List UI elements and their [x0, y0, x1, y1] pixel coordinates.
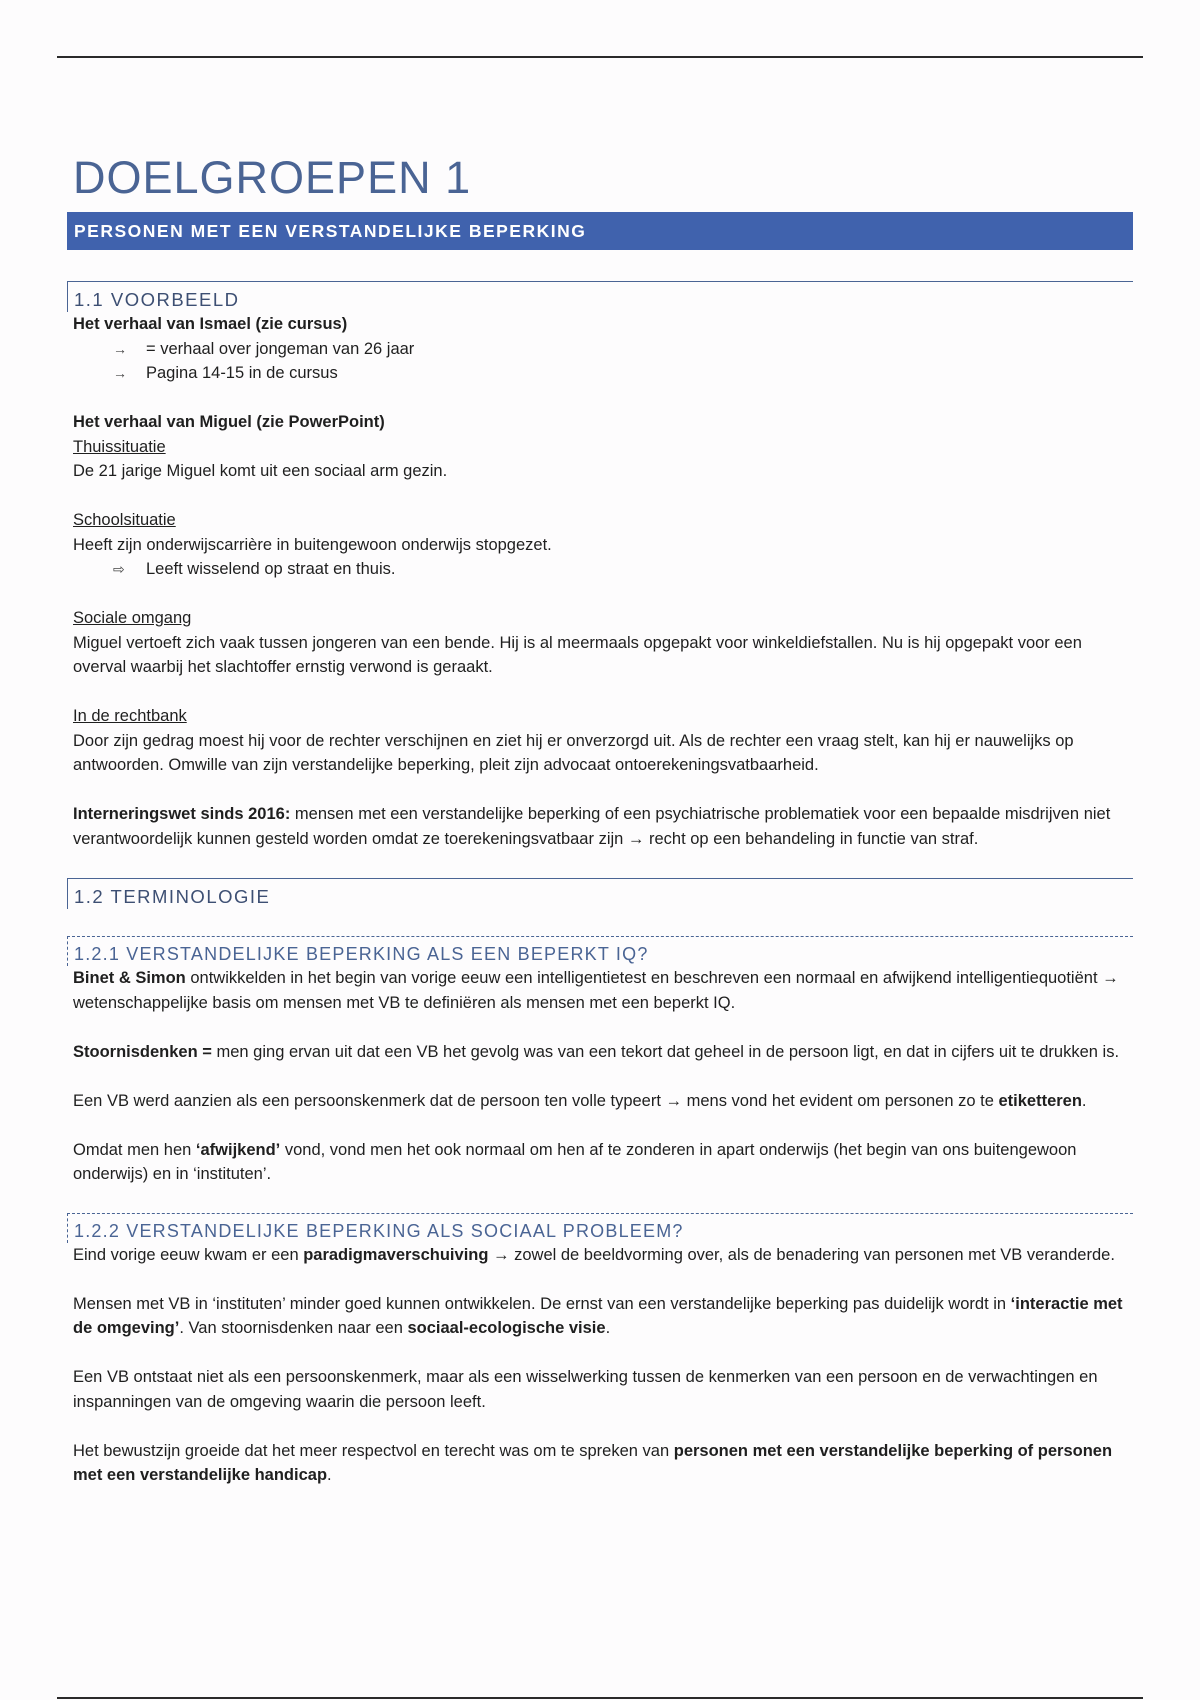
list-item: ⇨ Leeft wisselend op straat en thuis. [73, 557, 1133, 582]
ismael-title: Het verhaal van Ismael (zie cursus) [73, 315, 348, 333]
rechtbank-text: Door zijn gedrag moest hij voor de rechter verschijnen en ziet hij er onverzorgd uit. Als de rechter een vraag stelt, kan hij er nauwelijks op antwoorden. Omwille van zijn verstandelijke beperking, pleit zijn advocaat ontoerekeningsvatbaarheid. [73, 731, 1074, 774]
sociaal-text: Miguel vertoeft zich vaak tussen jongeren van een bende. Hij is al meermaals opgepakt voor winkeldiefstallen. Nu is hij opgepakt voor een overval waarbij het slachtoffer ernstig verwond is geraakt. [73, 633, 1082, 676]
school-label: Schoolsituatie [73, 511, 176, 529]
paragraph: Eind vorige eeuw kwam er een paradigmaverschuiving → zowel de beeldvorming over, als de benadering van personen met VB veranderde. [73, 1245, 1115, 1264]
top-rule [57, 56, 1143, 58]
miguel-title: Het verhaal van Miguel (zie PowerPoint) [73, 413, 385, 431]
sociaal-label: Sociale omgang [73, 609, 192, 627]
bottom-rule [57, 1697, 1143, 1699]
subsection-sociaal-probleem [67, 1243, 1133, 1488]
section-heading-voorbeeld: 1.1 VOORBEELD [67, 281, 1133, 312]
rechtbank-label: In de rechtbank [73, 707, 187, 725]
paragraph: Stoornisdenken = men ging ervan uit dat een VB het gevolg was van een tekort dat geheel in de persoon ligt, en dat in cijfers uit te drukken is. [73, 1042, 1120, 1061]
hollow-arrow-bullet-icon: ⇨ [113, 561, 125, 577]
thuis-label: Thuissituatie [73, 437, 166, 456]
paragraph: Omdat men hen ‘afwijkend’ vond, vond men het ook normaal om hen af te zonderen in apart onderwijs (het begin van ons buitengewoon onderwijs) en in ‘instituten’. [73, 1140, 1077, 1183]
paragraph: Het bewustzijn groeide dat het meer respectvol en terecht was om te spreken van personen met een verstandelijke beperking of personen met een verstandelijke handicap. [73, 1441, 1113, 1484]
arrow-bullet-icon: → [113, 365, 127, 381]
document-title: DOELGROEPEN 1 [73, 152, 472, 203]
list-item: → Pagina 14-15 in de cursus [73, 361, 1133, 386]
interneringswet-paragraph: Interneringswet sinds 2016: mensen met een verstandelijke beperking of een psychiatrische problematiek voor een bepaalde misdrijven niet verantwoordelijk kunnen gesteld worden omdat ze toerekeningsvatbaar zijn → recht op een behandeling in functie van straf. [73, 805, 1111, 848]
subsection-heading-sociaal-probleem: 1.2.2 VERSTANDELIJKE BEPERKING ALS SOCIAAL PROBLEEM? [67, 1213, 1133, 1243]
subsection-beperkt-iq [67, 966, 1133, 1187]
paragraph: Een VB ontstaat niet als een persoonskenmerk, maar als een wisselwerking tussen de kenmerken van een persoon en de verwachtingen en inspanningen van de omgeving waarin die persoon leeft. [73, 1368, 1098, 1411]
list-item: → = verhaal over jongeman van 26 jaar [73, 337, 1133, 362]
paragraph: Mensen met VB in ‘instituten’ minder goed kunnen ontwikkelen. De ernst van een verstandelijke beperking pas duidelijk wordt in ‘interactie met de omgeving’. Van stoornisdenken naar een sociaal-ecologische visie. [73, 1294, 1123, 1337]
paragraph: Binet & Simon ontwikkelden in het begin van vorige eeuw een intelligentietest en beschreven een normaal en afwijkend intelligentiequotiënt → wetenschappelijke basis om mensen met VB te definiëren als mensen met een beperkt IQ. [73, 969, 1119, 1012]
paragraph: Een VB werd aanzien als een persoonskenmerk dat de persoon ten volle typeert → mens vond het evident om personen zo te etiketteren. [73, 1091, 1087, 1110]
school-text: Heeft zijn onderwijscarrière in buitengewoon onderwijs stopgezet. [73, 535, 552, 554]
document-subtitle: PERSONEN MET EEN VERSTANDELIJKE BEPERKING [67, 212, 1133, 250]
thuis-text: De 21 jarige Miguel komt uit een sociaal arm gezin. [73, 462, 448, 480]
arrow-bullet-icon: → [113, 340, 127, 357]
document-body [67, 150, 1133, 1488]
section-heading-terminologie: 1.2 TERMINOLOGIE [67, 878, 1133, 909]
subsection-heading-beperkt-iq: 1.2.1 VERSTANDELIJKE BEPERKING ALS EEN BEPERKT IQ? [67, 936, 1133, 966]
section-voorbeeld [67, 312, 1133, 851]
